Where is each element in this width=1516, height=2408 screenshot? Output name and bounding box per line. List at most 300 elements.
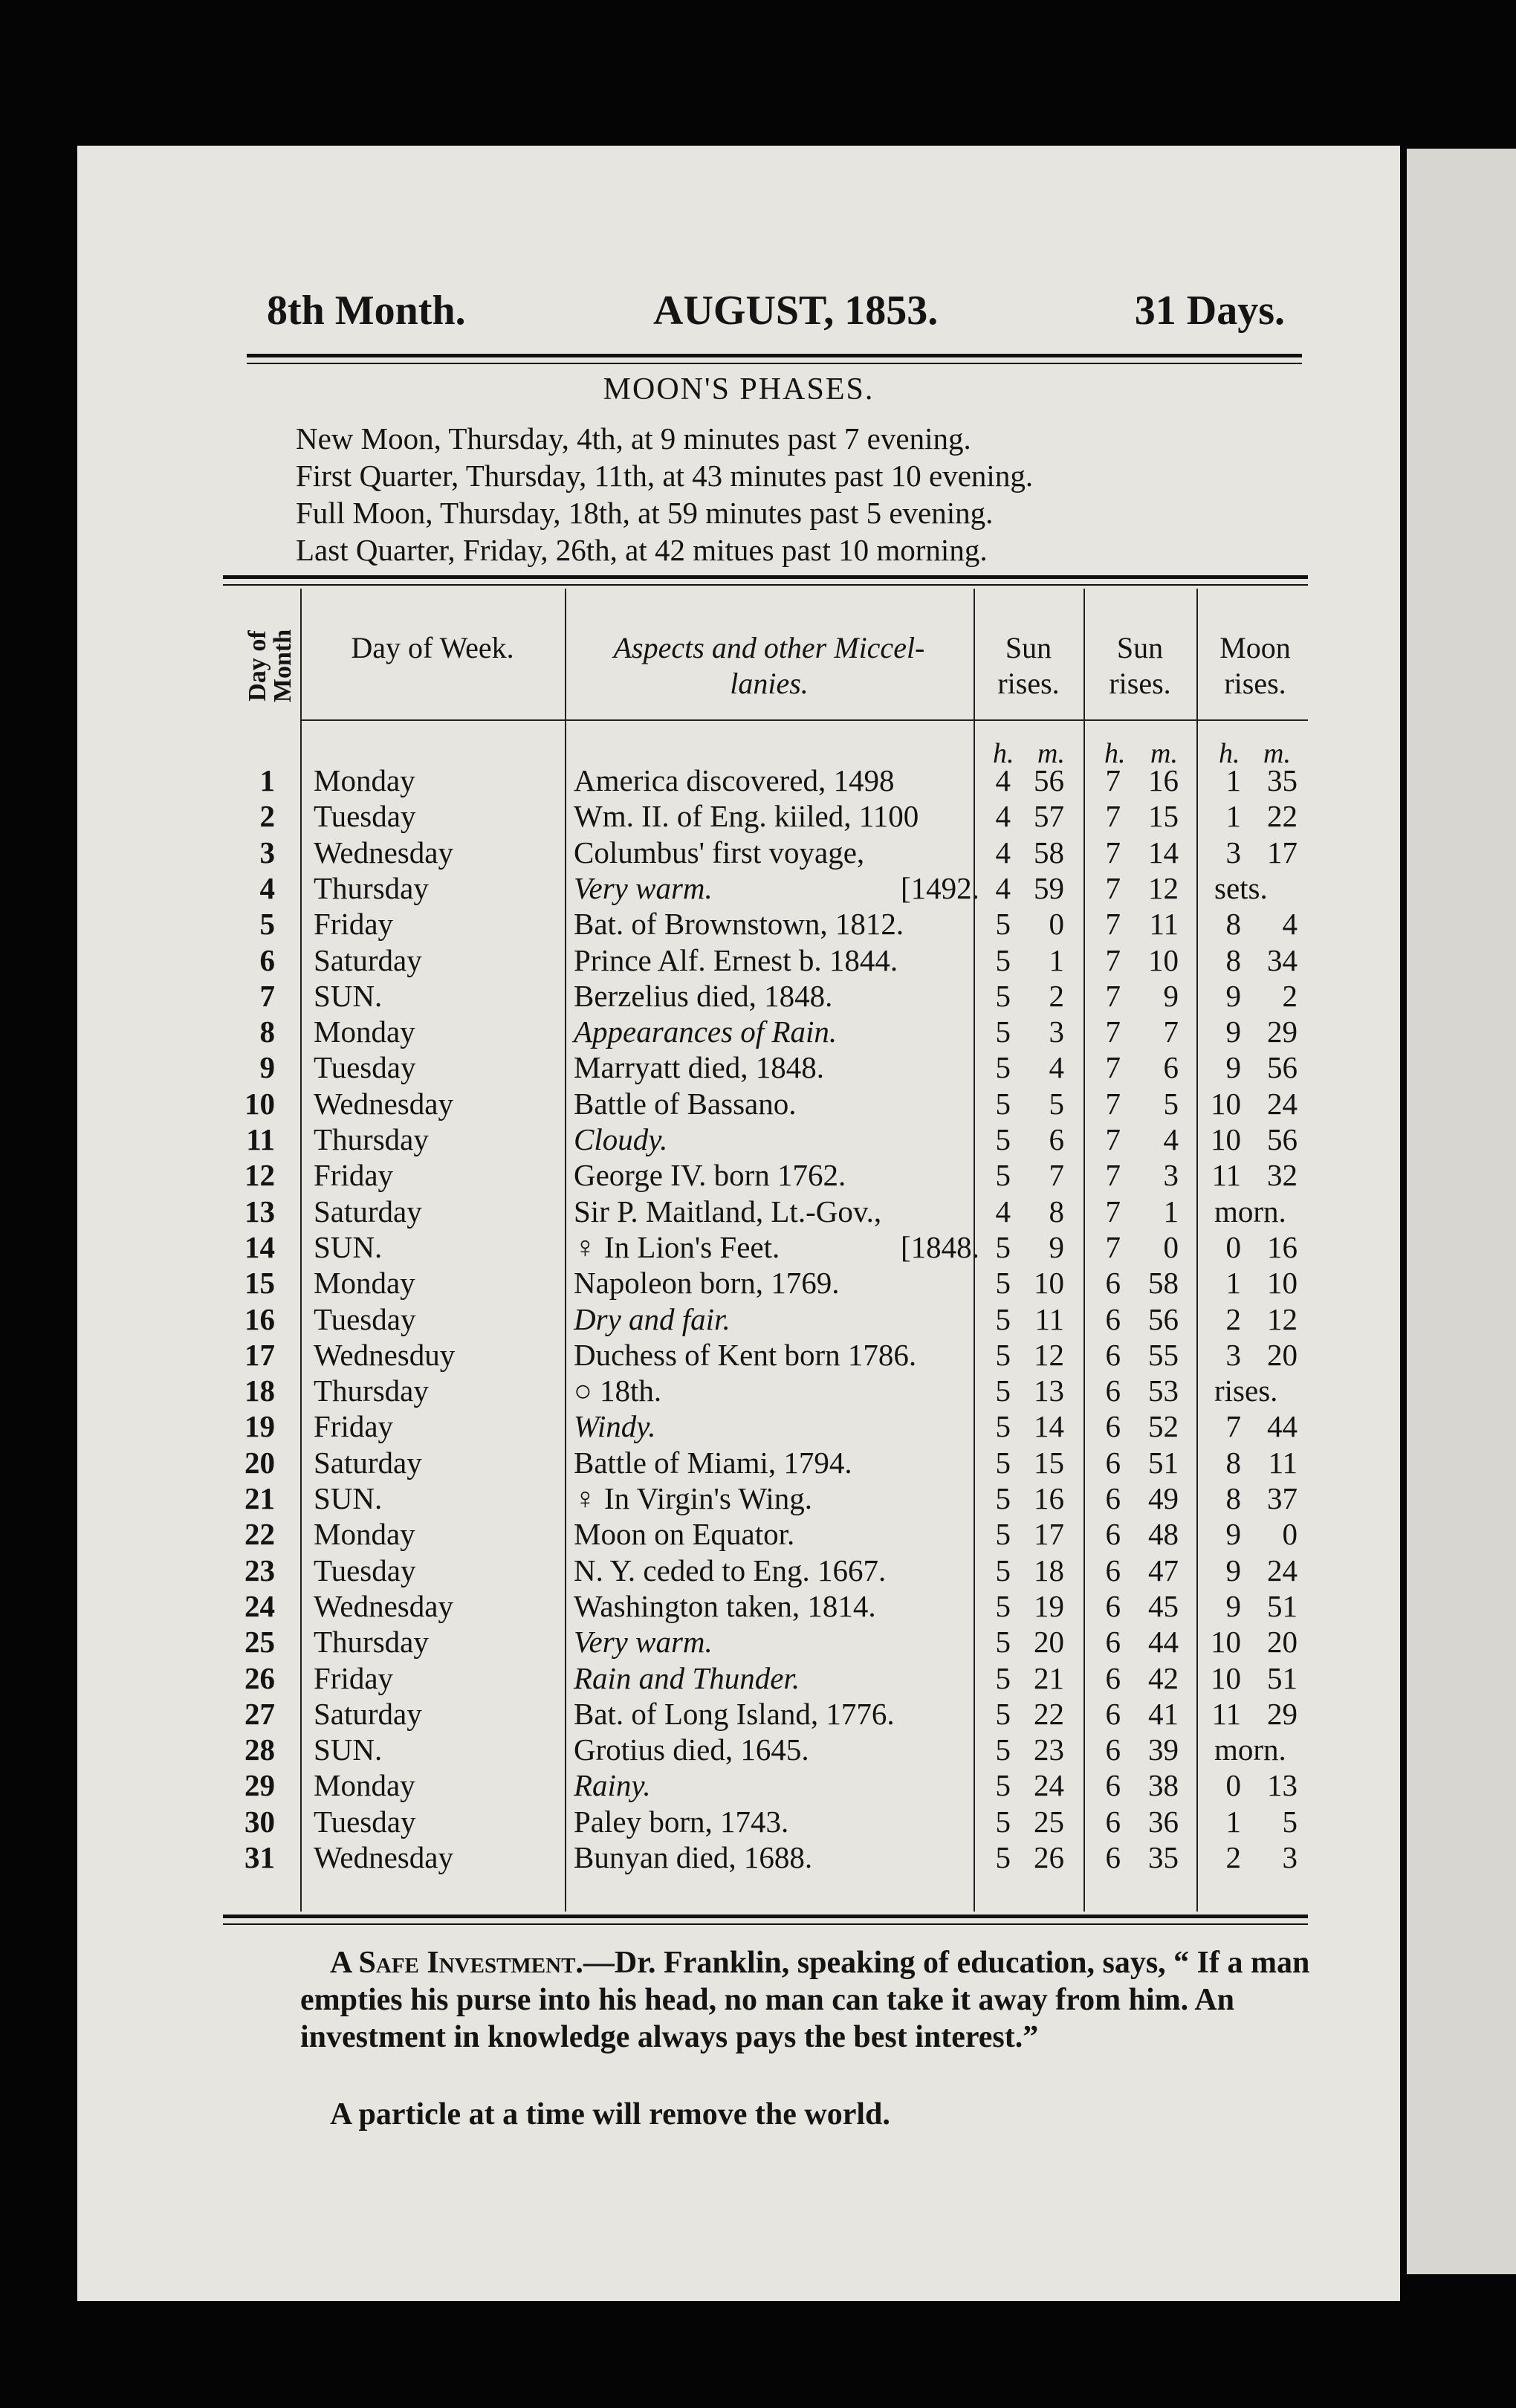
aspect-text-continued: [1492. [901,870,979,905]
sun-rise-hour: 5 [995,1517,1011,1552]
moon-rise-hour: 10 [1211,1625,1241,1660]
sun-rise-hour: 5 [995,1301,1011,1336]
day-of-week: Saturday [314,1445,422,1480]
table-row [223,835,1308,870]
unit-m: m. [1263,738,1291,769]
sun-rise2-hour: 6 [1105,1481,1121,1515]
table-row [223,1767,1308,1803]
aspect-text: Grotius died, 1645. [574,1732,809,1767]
aspect-text: Sir P. Maitland, Lt.-Gov., [574,1194,882,1229]
day-of-month: 4 [259,870,275,905]
sun-rise2-minute: 53 [1148,1373,1179,1408]
sun-rise-minute: 8 [1049,1194,1064,1229]
moon-rise-minute: 34 [1267,942,1298,977]
aspect-text: Bat. of Long Island, 1776. [574,1696,895,1731]
moon-rise-hour: 2 [1225,1301,1241,1336]
day-of-month: 19 [244,1409,275,1444]
moon-rise-hour: 11 [1211,1158,1241,1193]
sun-rise2-hour: 6 [1105,1373,1121,1408]
sun-rise-minute: 11 [1034,1301,1064,1336]
day-of-week: Wednesday [314,835,453,870]
sun-rise-minute: 2 [1049,978,1064,1013]
day-of-week: SUN. [314,1229,383,1264]
sun-rise2-hour: 6 [1105,1409,1121,1444]
sun-rise2-hour: 7 [1105,1158,1121,1193]
sun-rise2-minute: 3 [1163,1158,1179,1193]
sun-rise2-minute: 10 [1148,942,1179,977]
day-of-week: Tuesday [314,1553,416,1587]
day-of-month: 12 [244,1158,275,1193]
sun-rise2-hour: 7 [1105,1050,1121,1085]
table-row [223,906,1308,942]
sun-rise-hour: 4 [995,835,1011,870]
sun-rise2-hour: 6 [1105,1445,1121,1480]
moon-rise-minute: 11 [1268,1445,1298,1480]
sun-rise2-minute: 6 [1163,1050,1179,1085]
day-of-month: 3 [259,835,275,870]
day-of-week: Wednesduy [314,1337,456,1372]
aspect-text: Napoleon born, 1769. [574,1266,840,1301]
table-row [223,1732,1308,1767]
aspect-text: Prince Alf. Ernest b. 1844. [574,942,898,977]
day-of-month: 14 [244,1229,275,1264]
day-of-month: 20 [244,1445,275,1480]
unit-m: m. [1150,738,1178,769]
aspect-text: Rainy. [574,1768,651,1803]
sun-rise-hour: 5 [995,1696,1011,1731]
day-of-week: Tuesday [314,1804,416,1839]
day-of-month: 30 [244,1804,275,1839]
sun-rise2-minute: 7 [1163,1014,1179,1049]
day-of-month: 21 [244,1481,275,1515]
day-of-week: Friday [314,907,394,942]
sun-rise2-minute: 52 [1148,1409,1179,1444]
unit-h: h. [1219,738,1240,769]
sun-rise2-minute: 16 [1148,763,1179,797]
moon-rise-text: rises. [1214,1373,1278,1408]
sun-rise-minute: 12 [1034,1337,1064,1372]
footer-motto: A particle at a time will remove the world. [330,2097,890,2132]
aspect-text-continued: [1848. [901,1229,979,1264]
table-row [223,1301,1308,1337]
moon-rise-hour: 10 [1211,1122,1241,1156]
sun-rise2-minute: 51 [1148,1445,1179,1480]
sun-rise2-hour: 7 [1105,1122,1121,1156]
day-of-week: Friday [314,1660,394,1695]
day-of-month: 25 [244,1625,275,1660]
aspect-text: Rain and Thunder. [574,1660,800,1695]
table-row [223,1553,1308,1588]
unit-h: h. [1104,738,1126,769]
day-of-month: 2 [259,799,275,834]
table-row [223,1804,1308,1839]
sun-rise2-minute: 15 [1148,799,1179,834]
sun-rise2-minute: 9 [1163,978,1179,1013]
aspect-text: N. Y. ceded to Eng. 1667. [574,1553,887,1587]
table-row [223,1696,1308,1732]
sun-rise-hour: 5 [995,1337,1011,1372]
moon-rise-minute: 32 [1267,1158,1298,1193]
day-of-week: Wednesday [314,1588,453,1623]
day-of-month: 9 [259,1050,275,1085]
table-row [223,1588,1308,1624]
day-of-week: SUN. [314,1732,383,1767]
sun-rise2-minute: 38 [1148,1768,1179,1803]
table-row [223,1480,1308,1516]
sun-rise-minute: 17 [1034,1517,1064,1552]
day-of-month: 18 [244,1373,275,1408]
moon-rise-hour: 11 [1211,1696,1241,1731]
moon-rise-minute: 0 [1282,1517,1298,1552]
sun-rise2-minute: 41 [1148,1696,1179,1731]
moon-rise-hour: 9 [1225,1517,1241,1552]
sun-rise2-hour: 7 [1105,835,1121,870]
adjacent-page [1407,149,1516,2274]
day-of-week: Saturday [314,1696,422,1731]
sun-rise2-minute: 42 [1148,1660,1179,1695]
moon-rise-hour: 1 [1225,1266,1241,1301]
sun-rise-minute: 20 [1034,1625,1064,1660]
sun-rise-minute: 19 [1034,1588,1064,1623]
table-row [223,1049,1308,1085]
sun-rise2-hour: 6 [1105,1660,1121,1695]
moon-rise-minute: 22 [1267,799,1298,834]
sun-rise2-minute: 56 [1148,1301,1179,1336]
day-of-month: 29 [244,1768,275,1803]
unit-h: h. [993,738,1014,769]
sun-rise-hour: 4 [995,1194,1011,1229]
sun-rise-hour: 5 [995,1014,1011,1049]
day-of-month: 15 [244,1266,275,1301]
sun-rise2-minute: 12 [1148,870,1179,905]
sun-rise-minute: 23 [1034,1732,1064,1767]
sun-rise2-hour: 6 [1105,1588,1121,1623]
table-row [223,798,1308,834]
moon-rise-hour: 1 [1225,799,1241,834]
header-rule-thin [247,363,1302,364]
sun-rise-minute: 14 [1034,1409,1064,1444]
sun-rise2-hour: 6 [1105,1625,1121,1660]
moon-rise-minute: 2 [1282,978,1298,1013]
sun-rise-hour: 4 [995,763,1011,797]
sun-rise2-minute: 36 [1148,1804,1179,1839]
day-of-week: Monday [314,1266,415,1301]
table-row [223,978,1308,1014]
sun-rise2-hour: 6 [1105,1301,1121,1336]
sun-rise-minute: 7 [1049,1158,1064,1193]
sun-rise-minute: 58 [1034,835,1064,870]
sun-rise-minute: 6 [1049,1122,1064,1156]
moon-rise-minute: 20 [1267,1337,1298,1372]
sun-rise2-hour: 7 [1105,1229,1121,1264]
sun-rise-minute: 10 [1034,1266,1064,1301]
sun-rise-hour: 5 [995,907,1011,942]
table-row [223,1122,1308,1157]
sun-rise2-hour: 7 [1105,978,1121,1013]
table-bottom-rule [223,1915,1308,1918]
phase-line: Last Quarter, Friday, 26th, at 42 mitues past 10 morning. [296,533,988,567]
moon-rise-minute: 17 [1267,835,1298,870]
aspect-text: Battle of Bassano. [574,1086,797,1121]
aspect-text: Washington taken, 1814. [574,1588,876,1623]
sun-rise-hour: 5 [995,1804,1011,1839]
moon-rise-minute: 24 [1267,1553,1298,1587]
sun-rise-minute: 5 [1049,1086,1064,1121]
sun-rise-hour: 5 [995,1732,1011,1767]
moon-rise-hour: 7 [1225,1409,1241,1444]
moon-rise-minute: 5 [1282,1804,1298,1839]
moon-rise-hour: 1 [1225,1804,1241,1839]
day-of-week: Saturday [314,1194,422,1229]
sun-rise2-hour: 7 [1105,1086,1121,1121]
table-row [223,1194,1308,1229]
moon-rise-hour: 8 [1225,1481,1241,1515]
table-top-rule [223,575,1308,579]
sun-rise2-hour: 6 [1105,1517,1121,1552]
moon-rise-minute: 37 [1267,1481,1298,1515]
day-of-month: 17 [244,1337,275,1372]
moon-rise-hour: 10 [1211,1086,1241,1121]
phases-title: MOON'S PHASES. [603,372,875,407]
sun-rise-minute: 9 [1049,1229,1064,1264]
phase-line: New Moon, Thursday, 4th, at 9 minutes past 7 evening. [296,421,971,456]
day-of-week: Monday [314,1517,415,1552]
aspect-text: ♀ In Lion's Feet. [574,1229,780,1264]
sun-rise2-hour: 7 [1105,763,1121,797]
day-of-week: Tuesday [314,1050,416,1085]
day-of-month: 28 [244,1732,275,1767]
sun-rise2-hour: 6 [1105,1337,1121,1372]
day-of-month: 22 [244,1517,275,1552]
aspect-text: Marryatt died, 1848. [574,1050,825,1085]
day-of-month: 7 [259,978,275,1013]
table-row [223,1337,1308,1373]
aspect-text: Columbus' first voyage, [574,835,865,870]
day-of-month: 10 [244,1086,275,1121]
moon-rise-minute: 35 [1267,763,1298,797]
day-of-week: Tuesday [314,799,416,834]
table-row [223,1014,1308,1049]
day-of-week: Monday [314,1014,415,1049]
day-of-month: 31 [244,1840,275,1874]
table-row [223,1624,1308,1660]
sun-rise2-hour: 7 [1105,799,1121,834]
aspect-text: Berzelius died, 1848. [574,978,833,1013]
moon-rise-minute: 13 [1267,1768,1298,1803]
sun-rise-hour: 5 [995,1229,1011,1264]
moon-rise-hour: 3 [1225,835,1241,870]
moon-rise-minute: 51 [1267,1660,1298,1695]
sun-rise2-hour: 6 [1105,1696,1121,1731]
day-of-week: Thursday [314,1373,429,1408]
sun-rise2-minute: 11 [1149,907,1179,942]
sun-rise-minute: 59 [1034,870,1064,905]
aspect-text: Battle of Miami, 1794. [574,1445,852,1480]
day-of-month: 8 [259,1014,275,1049]
day-of-month: 11 [246,1122,275,1156]
header-moon-rises: Moon rises. [1219,631,1291,700]
day-of-week: Friday [314,1409,394,1444]
sun-rise-hour: 5 [995,1588,1011,1623]
aspect-text: Dry and fair. [574,1301,731,1336]
sun-rise2-hour: 6 [1105,1804,1121,1839]
day-of-week: Monday [314,1768,415,1803]
sun-rise-hour: 5 [995,1158,1011,1193]
sun-rise2-hour: 6 [1105,1553,1121,1587]
sun-rise2-minute: 47 [1148,1553,1179,1587]
table-row [223,1445,1308,1480]
sun-rise-hour: 4 [995,870,1011,905]
sun-rise-minute: 1 [1049,942,1064,977]
sun-rise2-minute: 0 [1163,1229,1179,1264]
sun-rise-hour: 5 [995,1481,1011,1515]
sun-rise-hour: 5 [995,1409,1011,1444]
moon-rise-minute: 12 [1267,1301,1298,1336]
sun-rise2-minute: 1 [1163,1194,1179,1229]
sun-rise2-hour: 7 [1105,1014,1121,1049]
table-row [223,1408,1308,1444]
header-day-of-week: Day of Week. [351,631,514,664]
moon-rise-minute: 44 [1267,1409,1298,1444]
aspect-text: Cloudy. [574,1122,668,1156]
moon-rise-minute: 4 [1282,907,1298,942]
aspect-text: Bat. of Brownstown, 1812. [574,907,904,942]
aspect-text: Duchess of Kent born 1786. [574,1337,917,1372]
aspect-text: Paley born, 1743. [574,1804,789,1839]
table-bottom-rule-thin [223,1923,1308,1925]
moon-rise-minute: 29 [1267,1014,1298,1049]
sun-rise-minute: 24 [1034,1768,1064,1803]
sun-rise-hour: 5 [995,1050,1011,1085]
moon-rise-minute: 51 [1267,1588,1298,1623]
aspect-text: ♀ In Virgin's Wing. [574,1481,813,1515]
table-row [223,1516,1308,1552]
sun-rise2-hour: 7 [1105,870,1121,905]
table-row [223,870,1308,906]
moon-rise-hour: 8 [1225,907,1241,942]
footer-lead: A Safe Investment. [330,1946,583,1980]
sun-rise-hour: 5 [995,1266,1011,1301]
sun-rise-hour: 5 [995,1840,1011,1874]
almanac-page [77,146,1400,2301]
sun-rise-hour: 5 [995,978,1011,1013]
sun-rise-hour: 5 [995,1445,1011,1480]
sun-rise2-minute: 45 [1148,1588,1179,1623]
table-row [223,1373,1308,1408]
day-of-month: 23 [244,1553,275,1587]
day-of-week: Thursday [314,1122,429,1156]
table-top-rule-thin [223,584,1308,586]
day-of-month: 5 [259,907,275,942]
phase-line: Full Moon, Thursday, 18th, at 59 minutes past 5 evening. [296,496,994,530]
day-of-month: 1 [259,763,275,797]
header-sun-rises-2: Sun rises. [1109,631,1171,700]
month-number: 8th Month. [267,288,466,334]
sun-rise-minute: 21 [1034,1660,1064,1695]
sun-rise2-minute: 48 [1148,1517,1179,1552]
sun-rise2-minute: 5 [1163,1086,1179,1121]
sun-rise2-hour: 6 [1105,1266,1121,1301]
page-header [267,287,1285,339]
sun-rise-hour: 5 [995,1086,1011,1121]
sun-rise2-hour: 7 [1105,942,1121,977]
sun-rise-hour: 5 [995,942,1011,977]
sun-rise-hour: 5 [995,1122,1011,1156]
moon-rise-hour: 9 [1225,1014,1241,1049]
phase-line: First Quarter, Thursday, 11th, at 43 minutes past 10 evening. [296,459,1034,493]
moon-rise-hour: 1 [1225,763,1241,797]
moon-rise-text: morn. [1214,1732,1286,1767]
sun-rise2-minute: 14 [1148,835,1179,870]
unit-m: m. [1037,738,1065,769]
day-of-week: Tuesday [314,1301,416,1336]
table-row [223,1660,1308,1696]
sun-rise-hour: 5 [995,1768,1011,1803]
almanac-table [223,589,1308,1912]
sun-rise-minute: 56 [1034,763,1064,797]
sun-rise-hour: 4 [995,799,1011,834]
sun-rise-hour: 5 [995,1660,1011,1695]
footer-text: —Dr. Franklin, speaking of education, says, “ If a man empties his purse into his head, no man can take it away from him. An investment in knowledge always pays the best interest.” [300,1946,1310,2054]
day-of-week: SUN. [314,1481,383,1515]
day-of-month: 6 [259,942,275,977]
aspect-text: Very warm. [574,870,713,905]
sun-rise2-hour: 7 [1105,1194,1121,1229]
aspect-text: Moon on Equator. [574,1517,795,1552]
sun-rise-minute: 16 [1034,1481,1064,1515]
sun-rise-minute: 18 [1034,1553,1064,1587]
table-row [223,1086,1308,1122]
days-count: 31 Days. [1134,288,1285,334]
moon-rise-hour: 10 [1211,1660,1241,1695]
footer-note [300,1944,1311,2056]
sun-rise-hour: 5 [995,1553,1011,1587]
table-row [223,942,1308,978]
sun-rise-minute: 0 [1049,907,1064,942]
table-row [223,763,1308,798]
sun-rise2-hour: 6 [1105,1768,1121,1803]
moon-rise-minute: 20 [1267,1625,1298,1660]
table-row [223,1157,1308,1193]
sun-rise-minute: 22 [1034,1696,1064,1731]
moon-rise-minute: 10 [1267,1266,1298,1301]
moon-rise-text: sets. [1214,870,1268,905]
day-of-week: SUN. [314,978,383,1013]
sun-rise2-hour: 6 [1105,1840,1121,1874]
moon-rise-minute: 29 [1267,1696,1298,1731]
moon-rise-minute: 56 [1267,1050,1298,1085]
moon-rise-hour: 2 [1225,1840,1241,1874]
moon-rise-minute: 16 [1267,1229,1298,1264]
sun-rise2-minute: 4 [1163,1122,1179,1156]
sun-rise2-minute: 44 [1148,1625,1179,1660]
day-of-week: Thursday [314,1625,429,1660]
sun-rise2-minute: 49 [1148,1481,1179,1515]
day-of-week: Friday [314,1158,394,1193]
moon-rise-hour: 9 [1225,1553,1241,1587]
table-row [223,1229,1308,1265]
sun-rise2-hour: 6 [1105,1732,1121,1767]
day-of-week: Thursday [314,870,429,905]
moon-rise-text: morn. [1214,1194,1286,1229]
table-row [223,1265,1308,1301]
moon-rise-hour: 8 [1225,1445,1241,1480]
moon-rise-hour: 3 [1225,1337,1241,1372]
aspect-text: Very warm. [574,1625,713,1660]
sun-rise-minute: 13 [1034,1373,1064,1408]
moon-rise-minute: 3 [1282,1840,1298,1874]
table-row [223,1839,1308,1875]
